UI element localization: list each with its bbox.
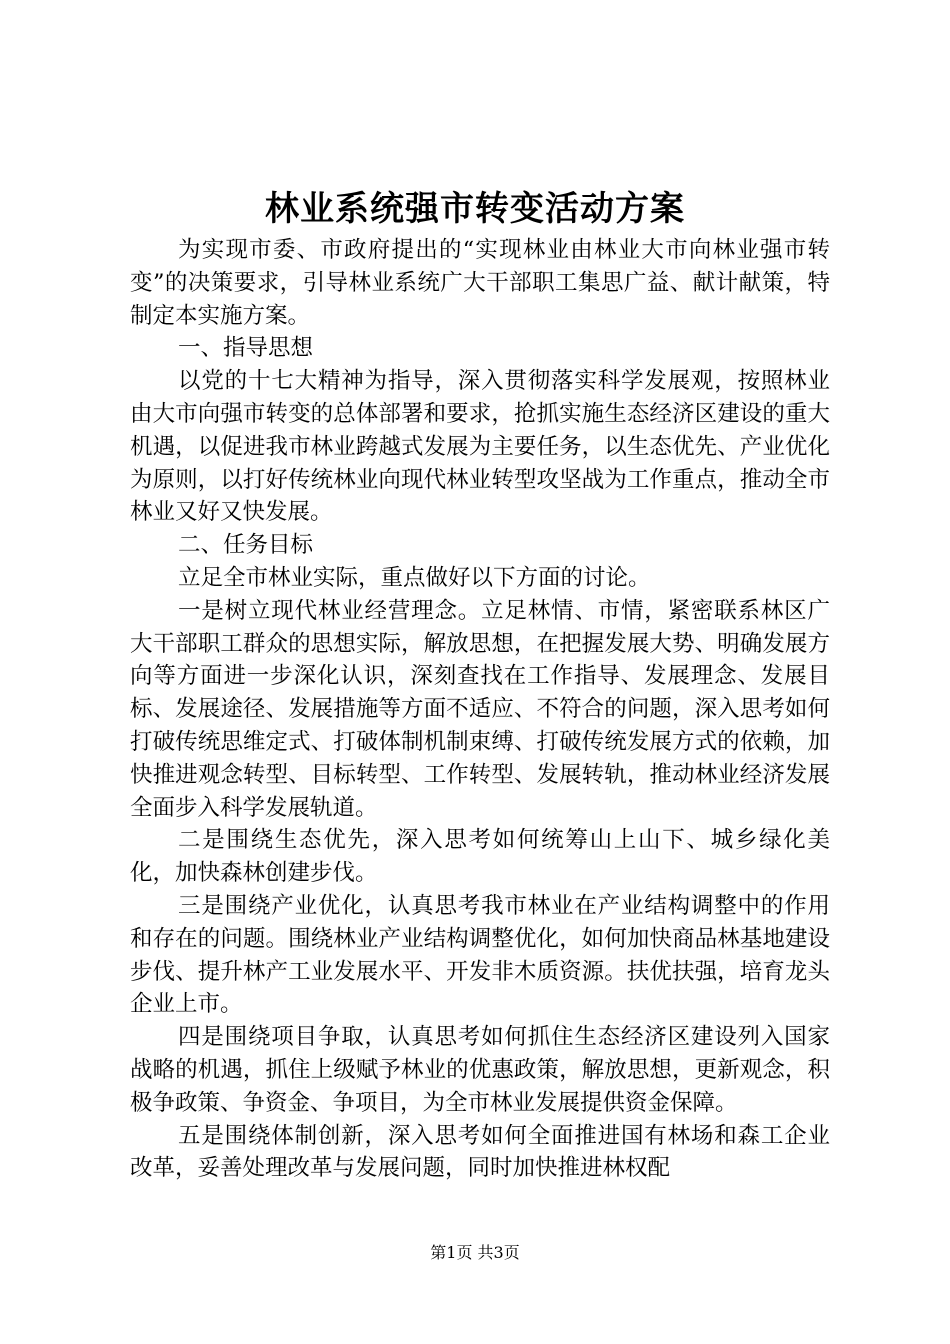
paragraph-intro: 为实现市委、市政府提出的“实现林业由林业大市向林业强市转变”的决策要求，引导林业系统广大干部职工集思广益、献计献策，特制定本实施方案。: [130, 237, 830, 329]
document-title: 林业系统强市转变活动方案: [265, 189, 685, 229]
document-body: [130, 234, 830, 1185]
paragraph-task-one: 一是树立现代林业经营理念。立足林情、市情，紧密联系林区广大干部职工群众的思想实际，解放思想，在把握发展大势、明确发展方向等方面进一步深化认识，深刻查找在工作指导、发展理念、发展目标、发展途径、发展措施等方面不适应、不符合的问题，深入思考如何打破传统思维定式、打破体制机制束缚、打破传统发展方式的依赖，加快推进观念转型、目标转型、工作转型、发展转轨，推动林业经济发展全面步入科学发展轨道。: [130, 597, 830, 821]
section-heading-task-goals: 二、任务目标: [178, 532, 314, 559]
paragraph-task-intro: 立足全市林业实际，重点做好以下方面的讨论。: [178, 564, 651, 591]
paragraph-task-two: 二是围绕生态优先，深入思考如何统筹山上山下、城乡绿化美化，加快森林创建步伐。: [130, 827, 830, 887]
paragraph-task-three: 三是围绕产业优化，认真思考我市林业在产业结构调整中的作用和存在的问题。围绕林业产业结构调整优化，如何加快商品林基地建设步伐、提升林产工业发展水平、开发非木质资源。扶优扶强，培育龙头企业上市。: [130, 892, 830, 1018]
section-heading-guiding-ideology: 一、指导思想: [178, 335, 314, 362]
page-number-footer: 第1页 共3页: [430, 1243, 520, 1262]
paragraph-task-five: 五是围绕体制创新，深入思考如何全面推进国有林场和森工企业改革，妥善处理改革与发展问题，同时加快推进林权配: [130, 1122, 830, 1182]
paragraph-guiding-ideology: 以党的十七大精神为指导，深入贯彻落实科学发展观，按照林业由大市向强市转变的总体部署和要求，抢抓实施生态经济区建设的重大机遇，以促进我市林业跨越式发展为主要任务，以生态优先、产业优化为原则，以打好传统林业向现代林业转型攻坚战为工作重点，推动全市林业又好又快发展。: [130, 368, 830, 526]
paragraph-task-four: 四是围绕项目争取，认真思考如何抓住生态经济区建设列入国家战略的机遇，抓住上级赋予林业的优惠政策，解放思想，更新观念，积极争政策、争资金、争项目，为全市林业发展提供资金保障。: [130, 1024, 830, 1116]
